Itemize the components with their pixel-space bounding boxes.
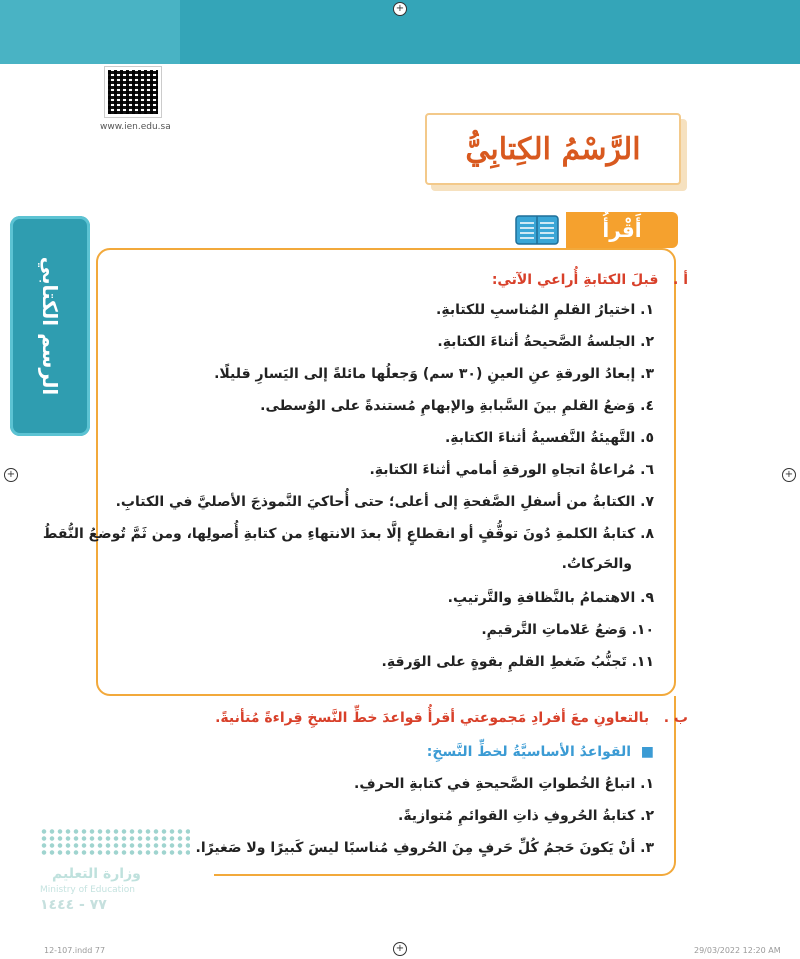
open-book-icon bbox=[515, 214, 559, 246]
part-b-heading-row bbox=[215, 710, 688, 726]
part-b-item: ٣. أنْ يَكونَ حَجمُ كُلِّ حَرفٍ مِنَ الحُروفِ مُناسبًا ليسَ كَبيرًا ولا صَغيرًا. bbox=[195, 840, 654, 856]
part-a-item: ١٠. وَضعُ عَلاماتِ التَّرقيمِ. bbox=[481, 622, 654, 638]
part-b-item: ١. اتباعُ الخُطواتِ الصَّحيحةِ في كتابةِ الحرفِ. bbox=[354, 776, 654, 792]
footer-file: 12-107.indd 77 bbox=[44, 946, 106, 955]
lesson-title: الرَّسْمُ الكِتابِيُّ bbox=[465, 131, 641, 167]
part-a-item: ٢. الجلسةُ الصَّحيحةُ أثناءَ الكتابةِ. bbox=[437, 334, 654, 350]
part-a-label: أ . bbox=[673, 272, 688, 288]
qr-url: www.ien.edu.sa bbox=[100, 122, 171, 132]
side-tab-label: الرسم الكتابي bbox=[38, 256, 62, 396]
part-a-item: ٥. التَّهيئةُ النَّفسيةُ أثناءَ الكتابةِ. bbox=[444, 430, 654, 446]
part-a-item: ٣. إبعادُ الورقةِ عنِ العينِ (٣٠ سم) وَجعلُها مائلةً إلى اليَسارِ قليلًا. bbox=[214, 366, 654, 382]
lesson-title-box bbox=[425, 113, 681, 185]
page-number: ٧٧ - ١٤٤٤ bbox=[40, 897, 107, 913]
part-a-item: ٦. مُراعاةُ اتجاهِ الورقةِ أمامي أثناءَ الكتابةِ. bbox=[369, 462, 654, 478]
part-a-item: ٩. الاهتمامُ بالنَّظافةِ والتَّرتيبِ. bbox=[447, 590, 654, 606]
banner-decoration bbox=[0, 0, 180, 64]
part-b-heading: بالتعاونِ معَ أفرادِ مَجموعتي أقرأُ قواعدَ خطِّ النَّسخِ قِراءةً مُتأنيةً. bbox=[215, 710, 650, 726]
part-b-subheading-row bbox=[427, 744, 654, 760]
part-a-item: ١. اختيارُ القلمِ المُناسبِ للكتابةِ. bbox=[436, 302, 654, 318]
part-a-item: ٨. كتابةُ الكلمةِ دُونَ توقُّفٍ أو انقطاعٍ إلَّا بعدَ الانتهاءِ من كتابةِ أُصولِها، ومن ثَمَّ تُوضعُ النُّقطُ bbox=[42, 526, 654, 542]
qr-code[interactable] bbox=[104, 66, 162, 118]
ministry-logo bbox=[40, 828, 190, 868]
registration-mark-left: + bbox=[4, 468, 18, 482]
part-b-label: ب . bbox=[663, 710, 688, 726]
registration-mark-bottom: + bbox=[393, 942, 407, 956]
side-tab bbox=[10, 216, 90, 436]
registration-mark-right: + bbox=[782, 468, 796, 482]
section-tag-label: أَقْرأُ bbox=[602, 218, 642, 242]
part-a-item: ٧. الكتابةُ من أسفلِ الصَّفحةِ إلى أعلى؛ حتى أُحاكيَ النَّموذجَ الأصليَّ في الكتابِ. bbox=[115, 494, 654, 510]
part-a-heading-row bbox=[492, 272, 688, 288]
ministry-name-arabic: وزارة التعليم bbox=[52, 866, 141, 882]
section-tag bbox=[566, 212, 678, 248]
bullet-icon: ■ bbox=[640, 744, 654, 760]
part-a-heading: قبلَ الكتابةِ أُراعي الآتي: bbox=[491, 272, 659, 288]
part-b-item: ٢. كتابةُ الحُروفِ ذاتِ القوائمِ مُتوازيةً. bbox=[398, 808, 654, 824]
part-a-item: ١١. تَجنُّبُ ضَغطِ القلمِ بقوةٍ على الوَرقةِ. bbox=[381, 654, 654, 670]
part-b-subheading: القواعدُ الأساسيَّةُ لخطِّ النَّسخِ: bbox=[426, 744, 632, 760]
footer-timestamp: 29/03/2022 12:20 AM bbox=[694, 946, 781, 955]
ministry-name-english: Ministry of Education bbox=[40, 885, 135, 895]
part-a-item: ٤. وَضعُ القلمِ بينَ السَّبابةِ والإبهامِ مُستندةً على الوُسطى. bbox=[260, 398, 654, 414]
registration-mark-top: + bbox=[393, 2, 407, 16]
part-a-item-continued: والحَركاتُ. bbox=[561, 556, 632, 572]
